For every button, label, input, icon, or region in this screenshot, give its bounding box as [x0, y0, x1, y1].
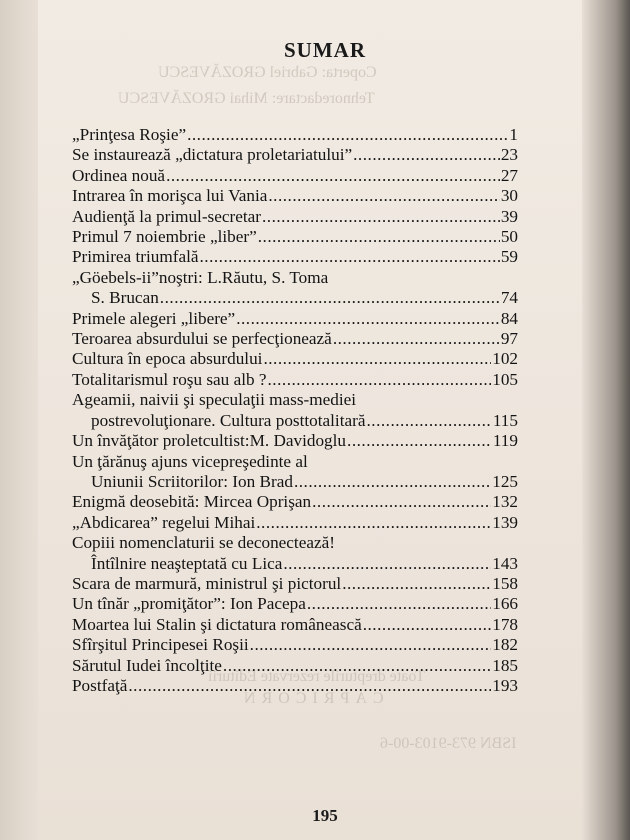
- toc-page-number: 143: [492, 553, 518, 573]
- toc-leader-dots: [333, 329, 500, 349]
- toc-leader-dots: [263, 349, 491, 369]
- toc-entry-line: [72, 288, 518, 308]
- toc-entry-title: Scara de marmură, ministrul şi pictorul: [72, 573, 342, 593]
- toc-entry-line: [72, 594, 518, 614]
- toc-entry-title: Intrarea în morişca lui Vania: [72, 186, 268, 206]
- toc-page-number: 119: [492, 431, 518, 451]
- toc-entry-title: S. Brucan: [91, 288, 159, 308]
- toc-entry-title: Enigmă deosebită: Mircea Oprişan: [72, 492, 312, 512]
- toc-entry-line: [72, 186, 518, 206]
- toc-page-number: 27: [500, 165, 518, 185]
- toc-entry: [72, 329, 518, 349]
- toc-entry-title: Totalitarismul roşu sau alb ?: [72, 369, 267, 389]
- toc-leader-dots: [366, 411, 491, 431]
- toc-entry: [72, 533, 518, 574]
- toc-page-number: 30: [500, 186, 518, 206]
- toc-entry-title: Primele alegeri „libere”: [72, 308, 236, 328]
- toc-entry-title: Moartea lui Stalin şi dictatura românească: [72, 614, 362, 634]
- page-number: 195: [312, 806, 338, 825]
- toc-page-number: 59: [500, 247, 518, 267]
- toc-leader-dots: [262, 207, 500, 227]
- toc-page-number: 102: [492, 349, 518, 369]
- toc-entry-line: [72, 309, 518, 329]
- toc-leader-dots: [268, 186, 499, 206]
- toc-entry-line: [72, 125, 518, 145]
- toc-entry-line: [72, 145, 518, 165]
- page-gutter-shadow: [0, 0, 38, 840]
- toc-entry-line: [72, 472, 518, 492]
- toc-entry-line: [72, 411, 518, 431]
- toc-entry-line: [72, 513, 518, 533]
- toc-leader-dots: [294, 472, 491, 492]
- toc-entry-title: Audienţă la primul-secretar: [72, 206, 261, 226]
- toc-entry-title: Sfîrşitul Principesei Roşii: [72, 635, 249, 655]
- toc-entry-title: Un ţărănuş ajuns vicepreşedinte al: [72, 451, 308, 471]
- toc-entry: [72, 492, 518, 512]
- toc-page-number: 23: [500, 145, 518, 165]
- toc-entry-line: [72, 390, 518, 410]
- toc-page-number: 139: [492, 512, 518, 532]
- toc-entry: [72, 268, 518, 309]
- toc-page-number: 166: [492, 594, 518, 614]
- toc-leader-dots: [347, 431, 492, 451]
- toc-entry-line: [72, 492, 518, 512]
- toc-entry-title: „Göebels-ii”noştri: L.Răutu, S. Toma: [72, 267, 329, 287]
- toc-entry-title: Ordinea nouă: [72, 165, 166, 185]
- toc-page-number: 125: [492, 471, 518, 491]
- table-of-contents: [72, 125, 518, 696]
- toc-page-number: 74: [500, 288, 518, 308]
- toc-entry-line: [72, 247, 518, 267]
- toc-entry-line: [72, 533, 518, 553]
- toc-entry: [72, 615, 518, 635]
- toc-entry-title: Sărutul Iudei încolţite: [72, 655, 222, 675]
- toc-page-number: 84: [500, 308, 518, 328]
- toc-entry-line: [72, 554, 518, 574]
- toc-entry-line: [72, 635, 518, 655]
- toc-page-number: 1: [509, 125, 518, 144]
- toc-entry-title: Uniunii Scriitorilor: Ion Brad: [91, 471, 293, 491]
- toc-entry: [72, 574, 518, 594]
- toc-entry-title: Un învăţător proletcultist:M. Davidoglu: [72, 431, 347, 451]
- toc-page-number: 115: [492, 410, 518, 430]
- toc-entry-title: postrevoluţionare. Cultura posttotalitară: [91, 410, 366, 430]
- bleedthrough-text: Coperta: Gabriel GROZĂVESCU: [158, 64, 377, 81]
- toc-entry: [72, 309, 518, 329]
- toc-entry: [72, 452, 518, 493]
- toc-entry: [72, 145, 518, 165]
- toc-entry: [72, 431, 518, 451]
- toc-leader-dots: [256, 513, 491, 533]
- toc-page-number: 193: [492, 675, 518, 695]
- toc-leader-dots: [363, 615, 492, 635]
- toc-entry-title: Copiii nomenclaturii se deconectează!: [72, 533, 335, 553]
- toc-entry-title: Primul 7 noiembrie „liber”: [72, 227, 257, 247]
- toc-leader-dots: [268, 370, 492, 390]
- toc-page-number: 50: [500, 227, 518, 247]
- toc-entry-title: Un tînăr „promiţător”: Ion Pacepa: [72, 594, 306, 614]
- toc-entry-line: [72, 329, 518, 349]
- toc-entry: [72, 656, 518, 676]
- toc-page-number: 132: [492, 492, 518, 512]
- toc-entry-title: Primirea triumfală: [72, 247, 199, 267]
- toc-leader-dots: [223, 656, 491, 676]
- toc-entry: [72, 125, 518, 145]
- bleedthrough-text: Toate drepturile rezervate Editurii: [208, 668, 425, 685]
- toc-page-number: 105: [492, 369, 518, 389]
- toc-entry-line: [72, 166, 518, 186]
- toc-entry-line: [72, 452, 518, 472]
- toc-entry: [72, 513, 518, 533]
- toc-entry: [72, 166, 518, 186]
- toc-entry: [72, 247, 518, 267]
- toc-entry: [72, 207, 518, 227]
- toc-entry: [72, 594, 518, 614]
- toc-page-number: 182: [492, 635, 518, 655]
- toc-page-number: 39: [500, 206, 518, 226]
- toc-entry-title: „Abdicarea” regelui Mihai: [72, 512, 256, 532]
- toc-leader-dots: [236, 309, 500, 329]
- toc-entry: [72, 349, 518, 369]
- toc-entry-line: [72, 227, 518, 247]
- bleedthrough-text: Tehnoredactare: Mihai GROZĂVESCU: [118, 90, 375, 107]
- toc-leader-dots: [250, 635, 492, 655]
- toc-entry: [72, 635, 518, 655]
- toc-page-number: 185: [492, 655, 518, 675]
- toc-leader-dots: [342, 574, 491, 594]
- bleedthrough-text: ISBN 973-9103-00-6: [380, 735, 517, 752]
- toc-entry-line: [72, 207, 518, 227]
- toc-entry: [72, 370, 518, 390]
- toc-leader-dots: [307, 594, 491, 614]
- toc-entry-title: Ageamii, naivii şi speculaţii mass-mediei: [72, 390, 357, 410]
- toc-leader-dots: [258, 227, 500, 247]
- toc-leader-dots: [187, 125, 508, 145]
- toc-leader-dots: [353, 145, 500, 165]
- toc-entry-line: [72, 349, 518, 369]
- toc-entry-line: [72, 268, 518, 288]
- toc-leader-dots: [160, 288, 500, 308]
- toc-page-number: 158: [492, 573, 518, 593]
- toc-entry: [72, 186, 518, 206]
- toc-page-number: 178: [492, 614, 518, 634]
- toc-entry-title: Se instaurează „dictatura proletariatului”: [72, 145, 353, 165]
- toc-entry-line: [72, 370, 518, 390]
- bleedthrough-text: CAPRICORN: [238, 690, 384, 707]
- toc-entry-line: [72, 574, 518, 594]
- toc-leader-dots: [199, 247, 499, 267]
- toc-entry: [72, 227, 518, 247]
- toc-entry-title: Postfaţă: [72, 675, 128, 695]
- toc-entry: [72, 390, 518, 431]
- toc-leader-dots: [283, 554, 491, 574]
- page-edge-shadow: [582, 0, 630, 840]
- toc-entry-title: Teroarea absurdului se perfecţionează: [72, 329, 332, 349]
- toc-entry-line: [72, 676, 518, 696]
- toc-entry-title: „Prinţesa Roşie”: [72, 125, 187, 144]
- toc-entry-title: Întîlnire neaşteptată cu Lica: [91, 553, 283, 573]
- toc-leader-dots: [128, 676, 491, 696]
- toc-page-number: 97: [500, 329, 518, 349]
- toc-entry: [72, 676, 518, 696]
- toc-entry-title: Cultura în epoca absurdului: [72, 349, 263, 369]
- toc-entry-line: [72, 656, 518, 676]
- toc-entry-line: [72, 431, 518, 451]
- toc-leader-dots: [166, 166, 500, 186]
- toc-entry-line: [72, 615, 518, 635]
- page-title: SUMAR: [284, 38, 366, 62]
- toc-leader-dots: [312, 492, 491, 512]
